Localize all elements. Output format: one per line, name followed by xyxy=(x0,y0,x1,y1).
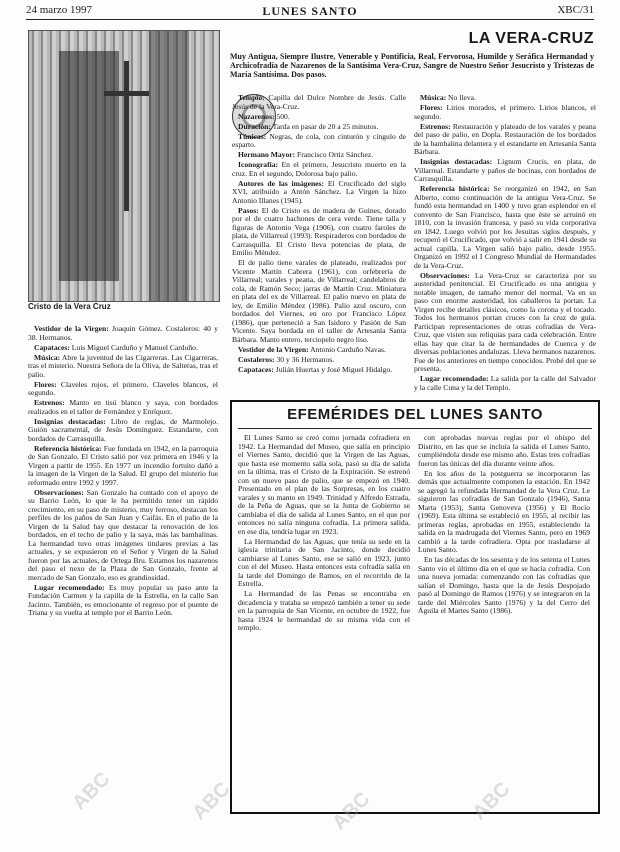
entry-label: Música: xyxy=(34,352,61,362)
entry-paragraph xyxy=(414,158,596,184)
entry-text: El Crucificado del siglo XVI, atribuido a Antón Sánchez. La Virgen la hizo Antonio Illanes (1945). xyxy=(232,178,406,205)
entry-paragraph xyxy=(232,356,406,365)
efemerides-paragraph: con aprobadas nuevas reglas por el obispo del Distrito, en las que se incluía la salida el Lunes Santo, cumpliéndola desde ese mismo año. Estas tres cofradías fueron las únicas del día durante veinte años. xyxy=(418,433,590,468)
efemerides-paragraph: La Hermandad de las Aguas, que tenía su sede en la iglesia trinitaria de San Jacinto, donde decidió cambiarse al Lunes Santo, ese se salió en 1923, junto con el del Museo. Hasta entonces esta cofradía salía en la tarde del Domingo de Ramos, en el recorrido de la Estrella. xyxy=(238,536,410,588)
entry-text: Lirios morados, el primero. Lirios blancos, el segundo. xyxy=(414,103,596,121)
entry-text: No lleva. xyxy=(446,93,476,102)
efemerides-box xyxy=(230,400,600,814)
cristo-photo xyxy=(28,30,220,302)
entry-text: Restauración y plateado de los varales y peana del paso de palio, en Dopla. Restauración de los bordados de la bambalina delantera y el estandarte en Artesanía Santa Bárbara. xyxy=(414,121,596,156)
entry-paragraph xyxy=(414,185,596,270)
entry-paragraph xyxy=(232,346,406,355)
entry-paragraph xyxy=(232,207,406,258)
photo-shadow xyxy=(59,51,119,281)
entry-text: Abre la juventud de las Cigarreras. Las Cigarreras, tras el misterio. Nuestra Señora de la Oliva, de Salteras, tras el palio. xyxy=(28,352,218,379)
entry-text: 500. xyxy=(274,111,290,121)
entry-label: Observaciones: xyxy=(34,487,84,497)
entry-label: Estrenos: xyxy=(420,121,451,131)
entry-text: 30 y 36 Hermanos. xyxy=(274,354,335,364)
entry-label: Pasos: xyxy=(238,205,259,215)
entry-paragraph xyxy=(414,104,596,121)
header-section: LUNES SANTO xyxy=(262,4,358,18)
abc-watermark: ABC xyxy=(188,778,235,825)
entry-paragraph xyxy=(232,366,406,375)
entry-paragraph xyxy=(232,123,406,132)
entry-text: Fue fundada en 1942, en la parroquia de San Gonzalo. El Cristo salió por vez primera en 1946 y la Virgen a partir de 1955. En 1977 un incendio fortuito dañó a la imagen de la Virgen de la Salud. El grupo del misterio fue reformado entre 1992 y 1997. xyxy=(28,443,219,487)
entry-paragraph xyxy=(28,325,218,342)
entry-text: Se reorganizó en 1942, en San Alberto, como continuación de la antigua Vera-Cruz. Se fundó esta hermandad en 1400 y tuvo gran esplendor en el convento de San Francisco, hasta que éste se arruinó en 1810, con la invasión francesa, y pasó su vida corporativa en 1842. Luego volvió por los Jesuitas siglos después, y recuperó el Crucificado, que volvió a salir en 1941 desde su actual capilla. La Virgen salió bajo palio, desde 1955. Organizó en 1992 el I Congreso Mundial de Hermandades de la Vera-Cruz. xyxy=(414,184,596,270)
header-rule xyxy=(26,19,594,20)
entry-label: Referencia histórica: xyxy=(34,443,102,453)
entry-text: La Vera-Cruz se caracteriza por su austeridad penitencial. El Crucificado es una antigua y notable imagen, de tamaño menor del normal. Va en su paso con enorme austeridad, los caballeros la portan. La Virgen recibe detalles clásicos, como la corona y el tocado. Todos los hermanos portan cruces con la cruz de guía. Participan representaciones de otras cofradías de Vera-Cruz, que visten sus reliquias para cada celebración. Entre ellas hay que citar la de hermandades de Cuenca y de diversas poblaciones andaluzas. Lleva hermanos nazarenos. Fue de los anteriores en tiempo conocidos. Probé del que se presenta. xyxy=(414,270,596,373)
efemerides-paragraph: El Lunes Santo se creó como jornada cofradiera en 1942. La Hermandad del Museo, que salía en principio el Viernes Santo, decidió que la Virgen de las Aguas, que hasta ese momento salía sola, pasó su día de salida en la última, tras el Cristo de la Expiración. Se estrenó con un nuevo paso de palio, que se empezó en 1940. Presentado en el plan de las Sorpresas, en los cuatro varales y su manto en 1949. Trinidad y Alfredo Estrada, de la Peña de Aguas, que se la Junta de Gobierno se cambiaba el día de salida al Lunes Santo, en el que por entonces no salía ninguna cofradía. La primera salida, en ese día, tendría lugar en 1923. xyxy=(238,433,410,536)
entry-label: Templo: xyxy=(238,93,265,102)
entry-text: El de Cristo es de madera de Guines, dorado por el de cuatro hachones de cera verde. Tiene talla y figuras de Antonio Vega (1906), con cuatro faroles de plata, de Villarreal (1993). Respiraderos con bordados de Carrasquilla. El Cristo lleva potencias de plata, de Emilio Méndez. xyxy=(232,205,406,257)
entry-paragraph xyxy=(414,94,596,103)
entry-label: Observaciones: xyxy=(420,270,470,280)
efemerides-paragraph: En los años de la postguerra se incorporaron las demás que actualmente componen la estación. En 1942 se agregó la refundada Hermandad de la Vera Cruz. Le siguieron las cofradías de San Gonzalo (1946), Santa Marta (1953), Santa Genoveva (1956) y El Rocío (1969). Esta última se estableció en 1955, al recibir las primeras reglas, aprobadas en 1955, estableciendo la salida en la madrugada del Viernes Santo, pero en 1969 cambió a la tarde cofradiera. Opta por trasladarse al Lunes Santo. xyxy=(418,468,590,554)
entry-label: Iconografía: xyxy=(238,160,279,169)
header-page-number: XBC/31 xyxy=(557,4,594,16)
vera-cruz-title: LA VERA-CRUZ xyxy=(468,30,594,47)
entry-paragraph xyxy=(28,399,218,416)
entry-text: Francisco Ortiz Sánchez. xyxy=(295,150,374,159)
entry-paragraph xyxy=(28,354,218,380)
entry-paragraph xyxy=(232,180,406,206)
entry-text: San Gonzalo ha contado con el apoyo de su Barrio León, lo que le ha permitido tener un rápido crecimiento, en su paso de misterio, muy ferroso, destacan los perfiles de los paños de San Juan y Caifás. En el palio de la Virgen de la Salud hay que destacar la renovación de los bordados, en el techo de palio y la saya, más las bambalinas. La hermandad tuvo otras imágenes titulares previas a las actuales, y se expusieron en el Señor y Virgen de la Salud fueron por las actuales, de Ortega Bru. Estamos los nazarenos del paso el nexo de la Plaza de San Gonzalo, frente al mercado de San Gonzalo, eso es grandiosidad. xyxy=(28,487,218,582)
entry-label: Vestidor de la Virgen: xyxy=(238,344,309,354)
efemerides-paragraph: La Hermandad de las Penas se encontraba en decadencia y trataba se empezó también a tener su sede en la parroquia de San Vicente, en octubre de 1922, fue hasta 1924 le hermandad de su misma vida con el templo. xyxy=(238,589,410,632)
entry-text: Tarda en pasar de 20 a 25 minutos. xyxy=(270,121,379,131)
efemerides-title: EFEMÉRIDES DEL LUNES SANTO xyxy=(287,406,543,423)
entry-label: Capataces: xyxy=(238,364,274,374)
efemerides-rule xyxy=(238,428,592,429)
entry-paragraph xyxy=(28,584,218,618)
efemerides-column-1 xyxy=(238,434,410,806)
entry-paragraph xyxy=(232,94,406,111)
vera-cruz-intro: Muy Antigua, Siempre Ilustre, Venerable y Pontificia, Real, Fervorosa, Humilde y Seráfica Hermandad y Archicofradía de Nazarenos de la Santísima Vera-Cruz, Sangre de Nuestro Señor Jesucristo y Tristezas de María Santísima. Dos pasos. xyxy=(230,52,594,79)
vera-cruz-column-2 xyxy=(414,94,596,394)
vera-cruz-column-1 xyxy=(232,94,406,394)
entry-paragraph xyxy=(232,133,406,150)
efemerides-paragraph: En las décadas de los sesenta y de los setenta el Lunes Santo vio el último día en el que se hacía cofradía. Con una nueva jornada: comenzando con las cofradías que salían el Domingo, hasta que la de Jesús Despojado pasó al Domingo de Ramos (1976) y se integraron en la tarde del Miércoles Santo (1976) y la del Cerro del Águila el Martes Santo (1986). xyxy=(418,555,590,615)
entry-text: Libro de reglas, de Marmolejo. Guión sacramental, de Jesús Domínguez. Estandarte, con bordados de Carrasquilla. xyxy=(28,416,218,443)
photo-shadow xyxy=(149,31,189,301)
photo-caption: Cristo de la Vera Cruz xyxy=(28,302,111,311)
entry-label: Túnicas: xyxy=(238,131,267,141)
entry-label: Autores de las imágenes: xyxy=(238,178,325,188)
entry-label: Flores: xyxy=(34,379,57,389)
entry-text: Es muy popular su paso ante la Fundación Carmen y la capilla de la Estrella, en la calle San Jacinto. También, es emocionante el regreso por el puente de Triana y su vuelta al templo por el Barrio León. xyxy=(28,582,218,617)
entry-paragraph xyxy=(28,381,218,398)
entry-label: Duración: xyxy=(238,121,271,131)
entry-label: Música: xyxy=(420,93,447,102)
entry-label: Insignias destacadas: xyxy=(34,416,106,426)
entry-label: Lugar recomendado: xyxy=(420,374,489,383)
entry-text: Capilla del Dulce Nombre de Jesús. Calle Jesús de la Vera-Cruz. xyxy=(232,93,406,111)
cross-icon xyxy=(104,91,149,96)
entry-label: Flores: xyxy=(420,103,443,112)
entry-label: Estrenos: xyxy=(34,398,65,407)
entry-text: En el primero, Jesucristo muerto en la cruz. En el segundo, Dolorosa bajo palio. xyxy=(232,160,406,178)
entry-label: Costaleros: xyxy=(238,354,275,364)
entry-text: Joaquín Gómez. Costaleros: 40 y 38. Hermanos. xyxy=(28,324,218,342)
entry-paragraph xyxy=(28,489,218,583)
entry-label: Referencia histórica: xyxy=(420,184,490,193)
cross-icon xyxy=(124,61,129,211)
entry-paragraph xyxy=(232,151,406,160)
entry-text: Antonio Carduño Navas. xyxy=(308,344,386,354)
entry-paragraph xyxy=(28,445,218,488)
entry-paragraph xyxy=(414,272,596,374)
entry-text: Claveles rojos, el primero. Claveles blancos, el segundo. xyxy=(28,379,218,397)
entry-text: El de palio tiene varales de plateado, realizados por Vicente Martín Cabrera (1961), con orfebrería de Villarreal; varales y peana, de Villarreal; candelabros de cola, de Ramón Seco; jarras de Martín Cruz. Miniatura en plata del ex de Villarreal. El palio nuevo en plata de ley, de Emilio Méndez (1986). Palio azul oscuro, con bordados del Viernes, en oro por Francisco López (1986), que perteneció a San Isidoro y Pasión de San Vicente. Saya bordada en el taller de Artesanía Santa Bárbara. Manto entero, terciopelo negro liso. xyxy=(232,258,406,344)
entry-text: Manto en tisú blanco y saya, con bordados realizados en el taller de Fernández y Enríquez. xyxy=(28,398,218,416)
efemerides-column-2 xyxy=(418,434,590,806)
entry-text: La salida por la calle del Salvador y la calle Cuna y la del Templo. xyxy=(414,374,596,392)
entry-text: Luis Miguel Carduño y Manuel Carduño. xyxy=(69,342,198,352)
entry-label: Lugar recomendado: xyxy=(34,582,105,592)
entry-text: Julián Huertas y José Miguel Hidalgo. xyxy=(273,364,393,374)
entry-label: Vestidor de la Virgen: xyxy=(34,324,109,333)
page-header xyxy=(26,4,594,18)
entry-paragraph xyxy=(232,161,406,178)
entry-label: Nazarenos: xyxy=(238,111,275,121)
san-gonzalo-column xyxy=(28,325,218,845)
entry-label: Insignias destacadas: xyxy=(420,157,493,166)
entry-text: Lignum Crucis, en plata, de Villarreal. Estandarte y paños de bocinas, con bordados de Carrasquilla. xyxy=(414,157,596,183)
entry-label: Hermano Mayor: xyxy=(238,150,296,159)
abc-watermark: ABC xyxy=(68,768,115,815)
abc-watermark: ABC xyxy=(468,778,515,825)
entry-paragraph xyxy=(414,123,596,157)
header-date: 24 marzo 1997 xyxy=(26,4,92,16)
entry-label: Capataces: xyxy=(34,342,70,352)
entry-paragraph xyxy=(414,375,596,392)
entry-paragraph xyxy=(28,418,218,444)
entry-paragraph xyxy=(28,344,218,353)
abc-watermark: ABC xyxy=(328,788,375,835)
entry-paragraph xyxy=(232,113,406,122)
entry-paragraph xyxy=(232,259,406,344)
entry-text: Negras, de cola, con cinturón y cíngulo de esparto. xyxy=(232,131,406,149)
